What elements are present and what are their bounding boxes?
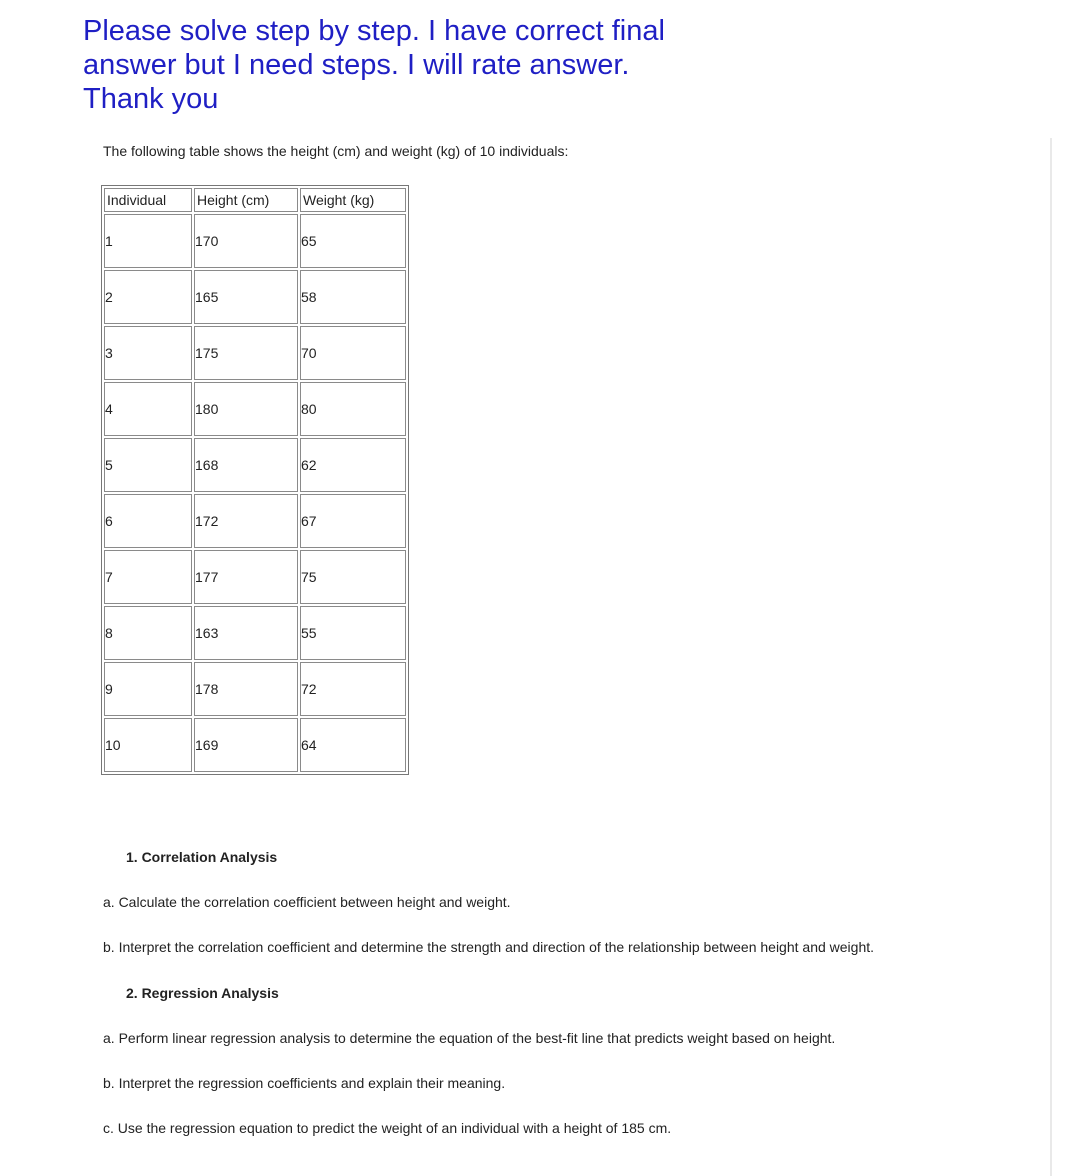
cell-individual: 6 xyxy=(104,494,192,548)
cell-individual: 8 xyxy=(104,606,192,660)
header-height: Height (cm) xyxy=(194,188,298,212)
cell-individual: 10 xyxy=(104,718,192,772)
section-regression-title: 2. Regression Analysis xyxy=(126,985,279,1001)
cell-individual: 7 xyxy=(104,550,192,604)
cell-weight: 80 xyxy=(300,382,406,436)
question-2c: c. Use the regression equation to predict the weight of an individual with a height of 185 cm. xyxy=(103,1120,672,1136)
cell-height: 177 xyxy=(194,550,298,604)
request-line-2: answer but I need steps. I will rate answer. xyxy=(83,49,630,81)
request-line-1: Please solve step by step. I have correct final xyxy=(83,15,665,47)
cell-individual: 4 xyxy=(104,382,192,436)
page-edge-divider xyxy=(1050,138,1052,1176)
cell-individual: 3 xyxy=(104,326,192,380)
request-line-3: Thank you xyxy=(83,83,219,115)
table-row xyxy=(104,550,406,604)
cell-weight: 67 xyxy=(300,494,406,548)
cell-weight: 62 xyxy=(300,438,406,492)
table-row xyxy=(104,326,406,380)
table-row xyxy=(104,270,406,324)
cell-individual: 5 xyxy=(104,438,192,492)
header-weight: Weight (kg) xyxy=(300,188,406,212)
cell-height: 163 xyxy=(194,606,298,660)
table-row xyxy=(104,438,406,492)
user-request xyxy=(83,14,723,116)
cell-height: 178 xyxy=(194,662,298,716)
intro-text: The following table shows the height (cm) and weight (kg) of 10 individuals: xyxy=(103,143,569,159)
header-individual: Individual xyxy=(104,188,192,212)
table-row xyxy=(104,662,406,716)
cell-height: 170 xyxy=(194,214,298,268)
cell-height: 165 xyxy=(194,270,298,324)
cell-weight: 55 xyxy=(300,606,406,660)
section-correlation-title: 1. Correlation Analysis xyxy=(126,849,278,865)
question-1b: b. Interpret the correlation coefficient and determine the strength and direction of the relationship between height and weight. xyxy=(103,939,875,955)
cell-height: 168 xyxy=(194,438,298,492)
cell-height: 180 xyxy=(194,382,298,436)
table-row xyxy=(104,718,406,772)
cell-weight: 72 xyxy=(300,662,406,716)
question-2b: b. Interpret the regression coefficients and explain their meaning. xyxy=(103,1075,506,1091)
cell-individual: 2 xyxy=(104,270,192,324)
cell-individual: 9 xyxy=(104,662,192,716)
cell-weight: 58 xyxy=(300,270,406,324)
cell-height: 169 xyxy=(194,718,298,772)
table-row xyxy=(104,214,406,268)
table-row xyxy=(104,606,406,660)
cell-weight: 64 xyxy=(300,718,406,772)
data-table xyxy=(101,185,409,775)
question-1a: a. Calculate the correlation coefficient between height and weight. xyxy=(103,894,511,910)
cell-height: 175 xyxy=(194,326,298,380)
cell-weight: 65 xyxy=(300,214,406,268)
cell-individual: 1 xyxy=(104,214,192,268)
cell-weight: 70 xyxy=(300,326,406,380)
table-header-row xyxy=(104,188,406,212)
question-2a: a. Perform linear regression analysis to determine the equation of the best-fit line that predicts weight based on height. xyxy=(103,1030,836,1046)
cell-height: 172 xyxy=(194,494,298,548)
table-row xyxy=(104,382,406,436)
table-row xyxy=(104,494,406,548)
cell-weight: 75 xyxy=(300,550,406,604)
